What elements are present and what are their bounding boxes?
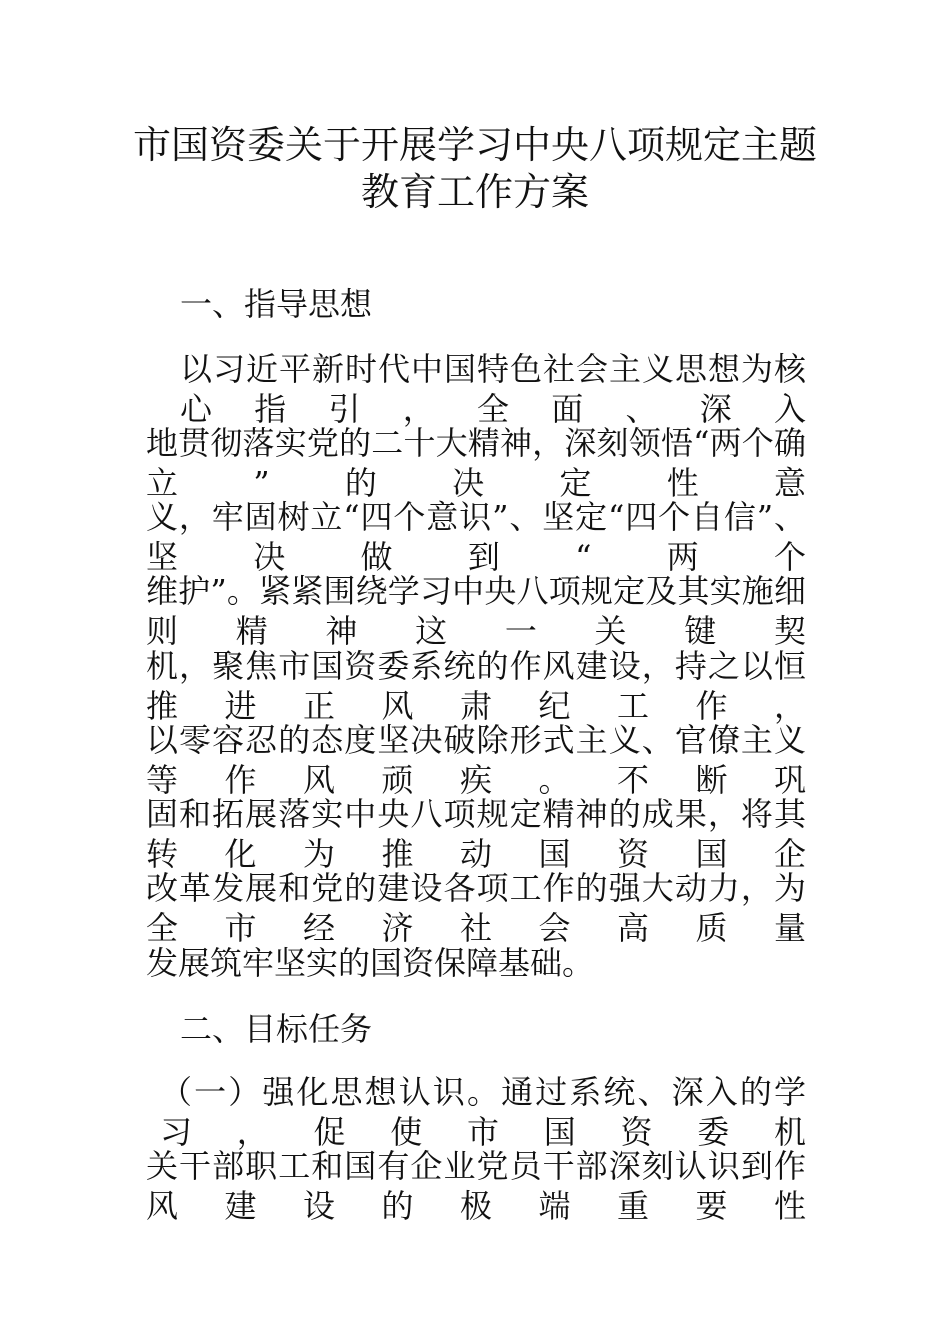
paragraph-line: 关干部职工和国有企业党员干部深刻认识到作风建设的极端重要性 xyxy=(146,1147,806,1225)
paragraph-line: 以习近平新时代中国特色社会主义思想为核心指引，全面、深入 xyxy=(180,350,806,428)
paragraph-line: 以零容忍的态度坚决破除形式主义、官僚主义等作风顽疾。不断巩 xyxy=(146,721,806,799)
paragraph-line: 维护”。紧紧围绕学习中央八项规定及其实施细则精神这一关键契 xyxy=(146,572,806,650)
paragraph-line: 地贯彻落实党的二十大精神，深刻领悟“两个确立”的决定性意 xyxy=(146,424,806,502)
paragraph-line: 固和拓展落实中央八项规定精神的成果，将其转化为推动国资国企 xyxy=(146,795,806,873)
paragraph-line: 改革发展和党的建设各项工作的强大动力，为全市经济社会高质量 xyxy=(146,869,806,947)
paragraph-line: （一）强化思想认识。通过系统、深入的学习，促使市国资委机 xyxy=(160,1073,806,1151)
section-heading: 二、目标任务 xyxy=(180,1010,373,1048)
paragraph-line: 机，聚焦市国资委系统的作风建设，持之以恒推进正风肃纪工作， xyxy=(146,647,806,725)
paragraph-line: 发展筑牢坚实的国资保障基础。 xyxy=(146,944,595,982)
section-heading: 一、指导思想 xyxy=(180,285,373,323)
paragraph-line: 义，牢固树立“四个意识”、坚定“四个自信”、坚决做到“两个 xyxy=(146,498,806,576)
title-line-2: 教育工作方案 xyxy=(360,170,589,214)
title-line-1: 市国资委关于开展学习中央八项规定主题 xyxy=(132,123,817,167)
